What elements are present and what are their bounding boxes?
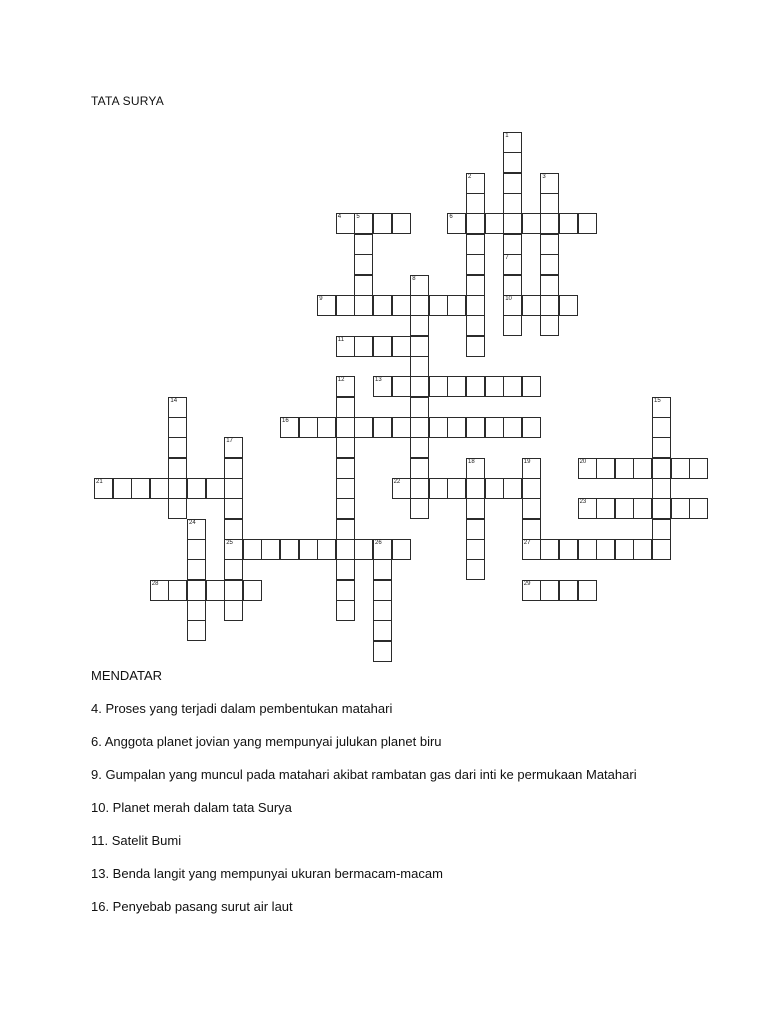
grid-cell[interactable] bbox=[522, 519, 541, 540]
cell-number: 16 bbox=[282, 417, 289, 424]
grid-cell[interactable] bbox=[522, 458, 541, 479]
grid-cell[interactable] bbox=[168, 580, 187, 601]
grid-cell[interactable] bbox=[392, 336, 411, 357]
grid-cell[interactable] bbox=[429, 295, 448, 316]
grid-cell[interactable] bbox=[131, 478, 150, 499]
cell-number: 15 bbox=[654, 397, 661, 404]
grid-cell[interactable] bbox=[578, 213, 597, 234]
cell-number: 8 bbox=[412, 275, 416, 282]
cell-number: 18 bbox=[468, 458, 475, 465]
clue-item: 11. Satelit Bumi bbox=[91, 833, 182, 848]
grid-cell[interactable] bbox=[503, 234, 522, 255]
grid-cell[interactable] bbox=[280, 417, 299, 438]
grid-cell[interactable] bbox=[466, 254, 485, 275]
cell-number: 12 bbox=[337, 377, 345, 384]
grid-cell[interactable] bbox=[410, 437, 429, 458]
cell-number: 11 bbox=[337, 336, 345, 343]
grid-cell[interactable] bbox=[224, 478, 243, 499]
cell-number: 17 bbox=[226, 438, 233, 445]
cell-number: 2 bbox=[468, 173, 472, 180]
grid-cell[interactable] bbox=[224, 458, 243, 479]
clue-item: 13. Benda langit yang mempunyai ukuran bermacam-macam bbox=[91, 866, 443, 881]
cell-number: 7 bbox=[505, 255, 509, 262]
grid-cell[interactable] bbox=[224, 559, 243, 580]
cell-number: 6 bbox=[449, 214, 453, 221]
grid-cell[interactable] bbox=[373, 559, 392, 580]
grid-cell[interactable] bbox=[633, 498, 652, 519]
grid-cell[interactable] bbox=[392, 417, 411, 438]
grid-cell[interactable] bbox=[373, 580, 392, 601]
grid-cell[interactable] bbox=[503, 275, 522, 296]
grid-cell[interactable] bbox=[336, 580, 355, 601]
grid-cell[interactable] bbox=[503, 213, 522, 234]
grid-cell[interactable] bbox=[540, 213, 559, 234]
grid-cell[interactable] bbox=[261, 539, 280, 560]
grid-cell[interactable] bbox=[113, 478, 132, 499]
cell-number: 22 bbox=[393, 479, 401, 485]
grid-cell[interactable] bbox=[466, 519, 485, 540]
grid-cell[interactable] bbox=[410, 336, 429, 357]
grid-cell[interactable] bbox=[373, 295, 392, 316]
grid-cell[interactable] bbox=[503, 152, 522, 173]
cell-number: 3 bbox=[542, 173, 546, 180]
grid-cell[interactable] bbox=[150, 478, 169, 499]
grid-cell[interactable] bbox=[224, 437, 243, 458]
grid-cell[interactable] bbox=[466, 458, 485, 479]
grid-cell[interactable] bbox=[354, 254, 373, 275]
grid-cell[interactable] bbox=[466, 478, 485, 499]
grid-cell[interactable] bbox=[596, 458, 615, 479]
grid-cell[interactable] bbox=[485, 478, 504, 499]
clue-item: 9. Gumpalan yang muncul pada matahari akibat rambatan gas dari inti ke permukaan Matahari bbox=[91, 767, 637, 782]
grid-cell[interactable] bbox=[447, 295, 466, 316]
grid-cell[interactable] bbox=[578, 539, 597, 560]
grid-cell[interactable] bbox=[466, 336, 485, 357]
grid-cell[interactable] bbox=[540, 539, 559, 560]
grid-cell[interactable] bbox=[187, 580, 206, 601]
grid-cell[interactable] bbox=[336, 376, 355, 397]
grid-cell[interactable] bbox=[354, 295, 373, 316]
grid-cell[interactable] bbox=[652, 458, 671, 479]
grid-cell[interactable] bbox=[392, 539, 411, 560]
cell-number: 29 bbox=[523, 580, 531, 587]
grid-cell[interactable] bbox=[373, 600, 392, 621]
grid-cell[interactable] bbox=[336, 437, 355, 458]
grid-cell[interactable] bbox=[224, 539, 243, 560]
grid-cell[interactable] bbox=[168, 417, 187, 438]
grid-cell[interactable] bbox=[224, 580, 243, 601]
grid-cell[interactable] bbox=[447, 478, 466, 499]
grid-cell[interactable] bbox=[522, 539, 541, 560]
grid-cell[interactable] bbox=[336, 336, 355, 357]
grid-cell[interactable] bbox=[466, 213, 485, 234]
grid-cell[interactable] bbox=[336, 458, 355, 479]
grid-cell[interactable] bbox=[540, 254, 559, 275]
grid-cell[interactable] bbox=[354, 275, 373, 296]
grid-cell[interactable] bbox=[466, 193, 485, 214]
grid-cell[interactable] bbox=[317, 417, 336, 438]
grid-cell[interactable] bbox=[317, 539, 336, 560]
grid-cell[interactable] bbox=[522, 417, 541, 438]
cell-number: 5 bbox=[356, 214, 360, 221]
cell-number: 10 bbox=[505, 295, 512, 302]
grid-cell[interactable] bbox=[373, 376, 392, 397]
grid-cell[interactable] bbox=[559, 580, 578, 601]
grid-cell[interactable] bbox=[689, 458, 708, 479]
grid-cell[interactable] bbox=[652, 417, 671, 438]
grid-cell[interactable] bbox=[540, 275, 559, 296]
grid-cell[interactable] bbox=[503, 478, 522, 499]
grid-cell[interactable] bbox=[540, 580, 559, 601]
grid-cell[interactable] bbox=[94, 478, 113, 499]
grid-cell[interactable] bbox=[336, 498, 355, 519]
clue-item: 16. Penyebab pasang surut air laut bbox=[91, 899, 293, 914]
grid-cell[interactable] bbox=[503, 417, 522, 438]
cell-number: 25 bbox=[226, 540, 233, 546]
grid-cell[interactable] bbox=[168, 458, 187, 479]
grid-cell[interactable] bbox=[429, 478, 448, 499]
grid-cell[interactable] bbox=[522, 478, 541, 499]
grid-cell[interactable] bbox=[336, 559, 355, 580]
grid-cell[interactable] bbox=[429, 376, 448, 397]
grid-cell[interactable] bbox=[336, 478, 355, 499]
grid-cell[interactable] bbox=[615, 539, 634, 560]
grid-cell[interactable] bbox=[652, 437, 671, 458]
grid-cell[interactable] bbox=[243, 539, 262, 560]
grid-cell[interactable] bbox=[392, 478, 411, 499]
grid-cell[interactable] bbox=[671, 498, 690, 519]
grid-cell[interactable] bbox=[485, 417, 504, 438]
grid-cell[interactable] bbox=[336, 295, 355, 316]
cell-number: 1 bbox=[505, 133, 509, 139]
grid-cell[interactable] bbox=[503, 315, 522, 336]
grid-cell[interactable] bbox=[168, 498, 187, 519]
grid-cell[interactable] bbox=[187, 519, 206, 540]
grid-cell[interactable] bbox=[317, 295, 336, 316]
grid-cell[interactable] bbox=[540, 295, 559, 316]
clue-item: 4. Proses yang terjadi dalam pembentukan matahari bbox=[91, 701, 393, 716]
grid-cell[interactable] bbox=[652, 478, 671, 499]
grid-cell[interactable] bbox=[354, 234, 373, 255]
grid-cell[interactable] bbox=[168, 478, 187, 499]
grid-cell[interactable] bbox=[429, 417, 448, 438]
grid-cell[interactable] bbox=[466, 275, 485, 296]
grid-cell[interactable] bbox=[578, 458, 597, 479]
grid-cell[interactable] bbox=[466, 173, 485, 194]
grid-cell[interactable] bbox=[410, 315, 429, 336]
grid-cell[interactable] bbox=[224, 498, 243, 519]
grid-cell[interactable] bbox=[466, 376, 485, 397]
grid-cell[interactable] bbox=[373, 213, 392, 234]
grid-cell[interactable] bbox=[410, 295, 429, 316]
grid-cell[interactable] bbox=[299, 417, 318, 438]
grid-cell[interactable] bbox=[466, 539, 485, 560]
grid-cell[interactable] bbox=[410, 397, 429, 418]
grid-cell[interactable] bbox=[466, 559, 485, 580]
grid-cell[interactable] bbox=[373, 417, 392, 438]
cell-number: 24 bbox=[189, 519, 196, 526]
cell-number: 4 bbox=[337, 214, 342, 221]
grid-cell[interactable] bbox=[540, 173, 559, 194]
grid-cell[interactable] bbox=[187, 478, 206, 499]
grid-cell[interactable] bbox=[522, 580, 541, 601]
grid-cell[interactable] bbox=[354, 539, 373, 560]
grid-cell[interactable] bbox=[168, 437, 187, 458]
grid-cell[interactable] bbox=[447, 376, 466, 397]
grid-cell[interactable] bbox=[354, 336, 373, 357]
grid-cell[interactable] bbox=[522, 376, 541, 397]
grid-cell[interactable] bbox=[485, 213, 504, 234]
cell-number: 26 bbox=[375, 540, 382, 546]
grid-cell[interactable] bbox=[578, 580, 597, 601]
grid-cell[interactable] bbox=[206, 580, 225, 601]
grid-cell[interactable] bbox=[280, 539, 299, 560]
grid-cell[interactable] bbox=[373, 336, 392, 357]
grid-cell[interactable] bbox=[522, 213, 541, 234]
grid-cell[interactable] bbox=[540, 234, 559, 255]
cell-number: 9 bbox=[319, 295, 323, 302]
grid-cell[interactable] bbox=[168, 397, 187, 418]
grid-cell[interactable] bbox=[522, 295, 541, 316]
grid-cell[interactable] bbox=[224, 519, 243, 540]
grid-cell[interactable] bbox=[187, 559, 206, 580]
grid-cell[interactable] bbox=[503, 173, 522, 194]
cell-number: 21 bbox=[96, 479, 103, 485]
grid-cell[interactable] bbox=[689, 498, 708, 519]
grid-cell[interactable] bbox=[354, 417, 373, 438]
cell-number: 27 bbox=[523, 540, 531, 546]
grid-cell[interactable] bbox=[187, 620, 206, 641]
grid-cell[interactable] bbox=[187, 600, 206, 621]
grid-cell[interactable] bbox=[336, 539, 355, 560]
grid-cell[interactable] bbox=[410, 275, 429, 296]
grid-cell[interactable] bbox=[652, 539, 671, 560]
grid-cell[interactable] bbox=[373, 620, 392, 641]
clue-list bbox=[91, 700, 637, 931]
grid-cell[interactable] bbox=[206, 478, 225, 499]
grid-cell[interactable] bbox=[150, 580, 169, 601]
grid-cell[interactable] bbox=[596, 498, 615, 519]
grid-cell[interactable] bbox=[336, 417, 355, 438]
grid-cell[interactable] bbox=[447, 417, 466, 438]
grid-cell[interactable] bbox=[578, 498, 597, 519]
grid-cell[interactable] bbox=[540, 315, 559, 336]
grid-cell[interactable] bbox=[299, 539, 318, 560]
grid-cell[interactable] bbox=[392, 295, 411, 316]
grid-cell[interactable] bbox=[559, 295, 578, 316]
grid-cell[interactable] bbox=[503, 376, 522, 397]
grid-cell[interactable] bbox=[373, 641, 392, 662]
grid-cell[interactable] bbox=[615, 498, 634, 519]
grid-cell[interactable] bbox=[466, 315, 485, 336]
grid-cell[interactable] bbox=[354, 213, 373, 234]
grid-cell[interactable] bbox=[596, 539, 615, 560]
grid-cell[interactable] bbox=[224, 600, 243, 621]
cell-number: 13 bbox=[375, 377, 382, 384]
grid-cell[interactable] bbox=[336, 519, 355, 540]
clue-item: 6. Anggota planet jovian yang mempunyai julukan planet biru bbox=[91, 734, 442, 749]
grid-cell[interactable] bbox=[540, 193, 559, 214]
grid-cell[interactable] bbox=[652, 397, 671, 418]
grid-cell[interactable] bbox=[633, 458, 652, 479]
grid-cell[interactable] bbox=[187, 539, 206, 560]
grid-cell[interactable] bbox=[447, 213, 466, 234]
grid-cell[interactable] bbox=[652, 519, 671, 540]
grid-cell[interactable] bbox=[652, 498, 671, 519]
grid-cell[interactable] bbox=[466, 417, 485, 438]
cell-number: 28 bbox=[151, 580, 159, 587]
grid-cell[interactable] bbox=[466, 498, 485, 519]
grid-cell[interactable] bbox=[503, 132, 522, 153]
grid-cell[interactable] bbox=[559, 539, 578, 560]
grid-cell[interactable] bbox=[336, 213, 355, 234]
grid-cell[interactable] bbox=[392, 376, 411, 397]
cell-number: 14 bbox=[170, 397, 178, 404]
grid-cell[interactable] bbox=[633, 539, 652, 560]
grid-cell[interactable] bbox=[410, 458, 429, 479]
grid-cell[interactable] bbox=[336, 397, 355, 418]
cell-number: 19 bbox=[523, 458, 531, 465]
clue-item: 10. Planet merah dalam tata Surya bbox=[91, 800, 292, 815]
grid-cell[interactable] bbox=[243, 580, 262, 601]
grid-cell[interactable] bbox=[410, 376, 429, 397]
section-heading: MENDATAR bbox=[91, 668, 163, 683]
grid-cell[interactable] bbox=[392, 213, 411, 234]
grid-cell[interactable] bbox=[559, 213, 578, 234]
cell-number: 20 bbox=[579, 458, 587, 465]
grid-cell[interactable] bbox=[336, 600, 355, 621]
grid-cell[interactable] bbox=[373, 539, 392, 560]
grid-cell[interactable] bbox=[503, 254, 522, 275]
grid-cell[interactable] bbox=[522, 498, 541, 519]
grid-cell[interactable] bbox=[410, 478, 429, 499]
grid-cell[interactable] bbox=[503, 193, 522, 214]
grid-cell[interactable] bbox=[671, 458, 690, 479]
grid-cell[interactable] bbox=[485, 376, 504, 397]
grid-cell[interactable] bbox=[410, 417, 429, 438]
grid-cell[interactable] bbox=[466, 295, 485, 316]
grid-cell[interactable] bbox=[410, 498, 429, 519]
grid-cell[interactable] bbox=[410, 356, 429, 377]
grid-cell[interactable] bbox=[615, 458, 634, 479]
cell-number: 23 bbox=[579, 499, 587, 506]
grid-cell[interactable] bbox=[503, 295, 522, 316]
grid-cell[interactable] bbox=[466, 234, 485, 255]
page-title: TATA SURYA bbox=[91, 94, 164, 108]
